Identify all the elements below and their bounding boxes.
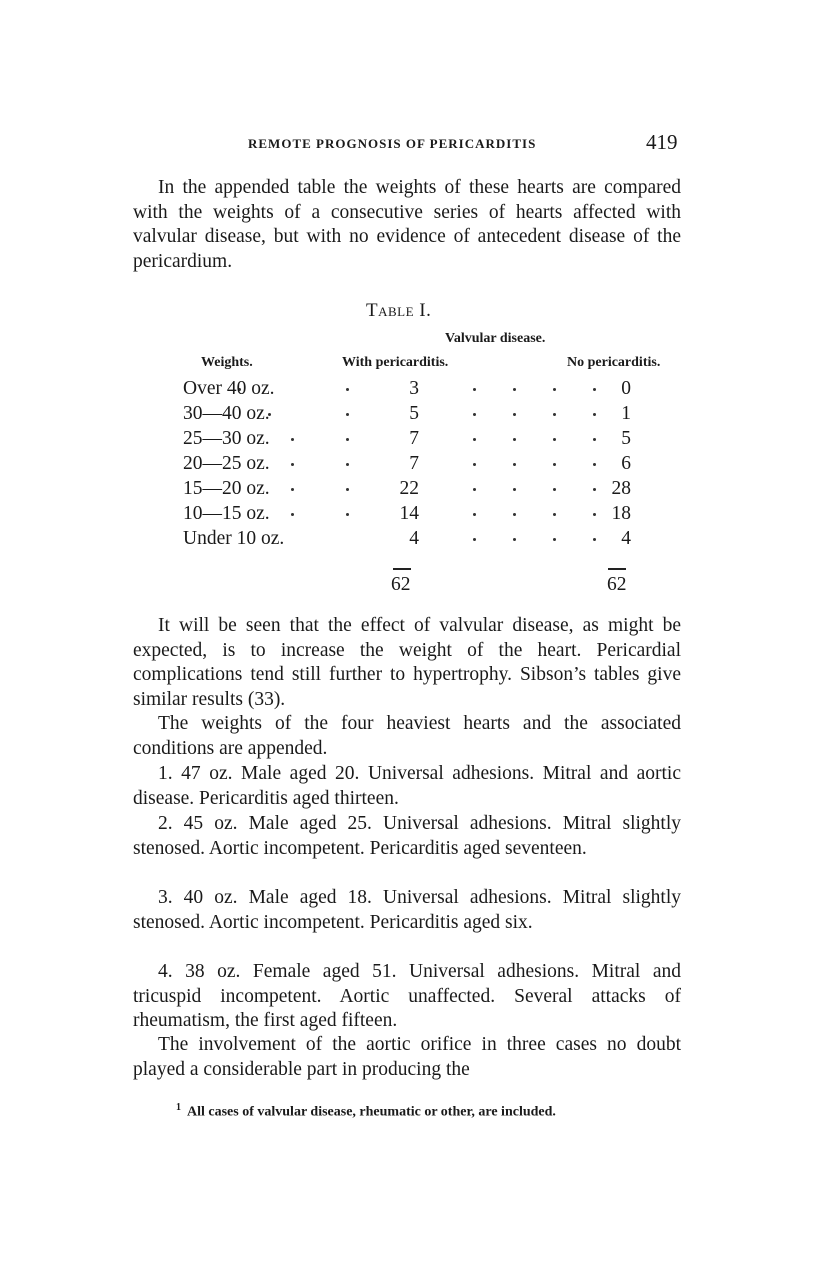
leader-dot [346, 513, 349, 516]
leader-dot [346, 488, 349, 491]
paragraph-effect: It will be seen that the effect of valvular disease, as might be expected, is to increase the weight of the heart. Pericardial complications tend still further to hypertrophy. Sibson’s tables give similar results (33). [133, 615, 681, 710]
total-rule-no [608, 568, 626, 570]
leader-dot [346, 413, 349, 416]
row-no-pericarditis: 0 [621, 378, 631, 399]
row-weight-label: 30—40 oz. [183, 403, 270, 424]
row-weight-label: Under 10 oz. [183, 528, 285, 549]
paragraph-aortic-involvement: The involvement of the aortic orifice in three cases no doubt played a considerable part in producing the [133, 1034, 681, 1080]
leader-dot [346, 388, 349, 391]
leader-dot [593, 488, 596, 491]
leader-dot [473, 463, 476, 466]
leader-dot [473, 438, 476, 441]
leader-dot [291, 488, 294, 491]
leader-dot [593, 413, 596, 416]
row-weight-label: 15—20 oz. [183, 478, 270, 499]
leader-dot [593, 438, 596, 441]
table-row [183, 501, 635, 526]
leader-dot [593, 513, 596, 516]
case-2: 2. 45 oz. Male aged 25. Universal adhesions. Mitral slightly stenosed. Aortic incompetent. Pericarditis aged seventeen. [133, 813, 681, 859]
leader-dot [553, 463, 556, 466]
leader-dot [513, 513, 516, 516]
intro-paragraph: In the appended table the weights of these hearts are compared with the weights of a consecutive series of hearts affected with valvular disease, but with no evidence of antecedent disease of the pericardium. [133, 177, 681, 272]
leader-dot [473, 413, 476, 416]
leader-dot [513, 488, 516, 491]
column-header-with-pericarditis: With pericarditis. [342, 355, 449, 370]
leader-dot [513, 463, 516, 466]
leader-dot [346, 463, 349, 466]
table-row [183, 401, 635, 426]
case-1: 1. 47 oz. Male aged 20. Universal adhesions. Mitral and aortic disease. Pericarditis aged thirteen. [133, 763, 681, 809]
leader-dot [553, 538, 556, 541]
leader-dot [473, 513, 476, 516]
leader-dot [473, 388, 476, 391]
total-with: 62 [391, 574, 411, 595]
row-weight-label: 20—25 oz. [183, 453, 270, 474]
leader-dot [593, 463, 596, 466]
row-weight-label: 10—15 oz. [183, 503, 270, 524]
leader-dot [553, 488, 556, 491]
leader-dot [291, 463, 294, 466]
row-no-pericarditis: 18 [611, 503, 631, 524]
page-number: 419 [646, 130, 678, 154]
footnote-text: All cases of valvular disease, rheumatic or other, are included. [187, 1104, 556, 1120]
row-with-pericarditis: 14 [399, 503, 419, 524]
leader-dot [346, 438, 349, 441]
column-header-no-pericarditis: No pericarditis. [567, 355, 661, 370]
footnote-marker: 1 [176, 1102, 181, 1113]
running-title: REMOTE PROGNOSIS OF PERICARDITIS [248, 136, 537, 151]
row-with-pericarditis: 4 [409, 528, 419, 549]
leader-dot [513, 538, 516, 541]
row-weight-label: Over 40 oz. [183, 378, 275, 399]
table-caption: Table I. [366, 300, 432, 321]
column-header-weights: Weights. [201, 355, 253, 370]
row-no-pericarditis: 4 [621, 528, 631, 549]
total-no: 62 [607, 574, 627, 595]
leader-dot [473, 538, 476, 541]
leader-dot [513, 413, 516, 416]
row-no-pericarditis: 1 [621, 403, 631, 424]
leader-dot [553, 388, 556, 391]
leader-dot [593, 538, 596, 541]
row-with-pericarditis: 7 [409, 453, 419, 474]
table-row [183, 376, 635, 401]
row-with-pericarditis: 22 [399, 478, 419, 499]
row-weight-label: 25—30 oz. [183, 428, 270, 449]
table-group-header: Valvular disease. [445, 331, 546, 346]
table-row [183, 526, 635, 551]
footnote [176, 1102, 556, 1121]
table-row [183, 451, 635, 476]
leader-dot [553, 513, 556, 516]
row-no-pericarditis: 5 [621, 428, 631, 449]
table-row [183, 426, 635, 451]
row-no-pericarditis: 6 [621, 453, 631, 474]
row-with-pericarditis: 3 [409, 378, 419, 399]
case-3: 3. 40 oz. Male aged 18. Universal adhesions. Mitral slightly stenosed. Aortic incompetent. Pericarditis aged six. [133, 887, 681, 933]
leader-dot [553, 413, 556, 416]
leader-dot [593, 388, 596, 391]
leader-dot [291, 513, 294, 516]
row-no-pericarditis: 28 [611, 478, 631, 499]
paragraph-heaviest-hearts: The weights of the four heaviest hearts and the associated conditions are appended. [133, 713, 681, 759]
table-row [183, 476, 635, 501]
leader-dot [513, 438, 516, 441]
leader-dot [513, 388, 516, 391]
leader-dot [473, 488, 476, 491]
case-4: 4. 38 oz. Female aged 51. Universal adhesions. Mitral and tricuspid incompetent. Aortic unaffected. Several attacks of rheumatism, the first aged fifteen. [133, 961, 681, 1031]
row-with-pericarditis: 7 [409, 428, 419, 449]
total-rule-with [393, 568, 411, 570]
leader-dot [291, 438, 294, 441]
row-with-pericarditis: 5 [409, 403, 419, 424]
leader-dot [553, 438, 556, 441]
